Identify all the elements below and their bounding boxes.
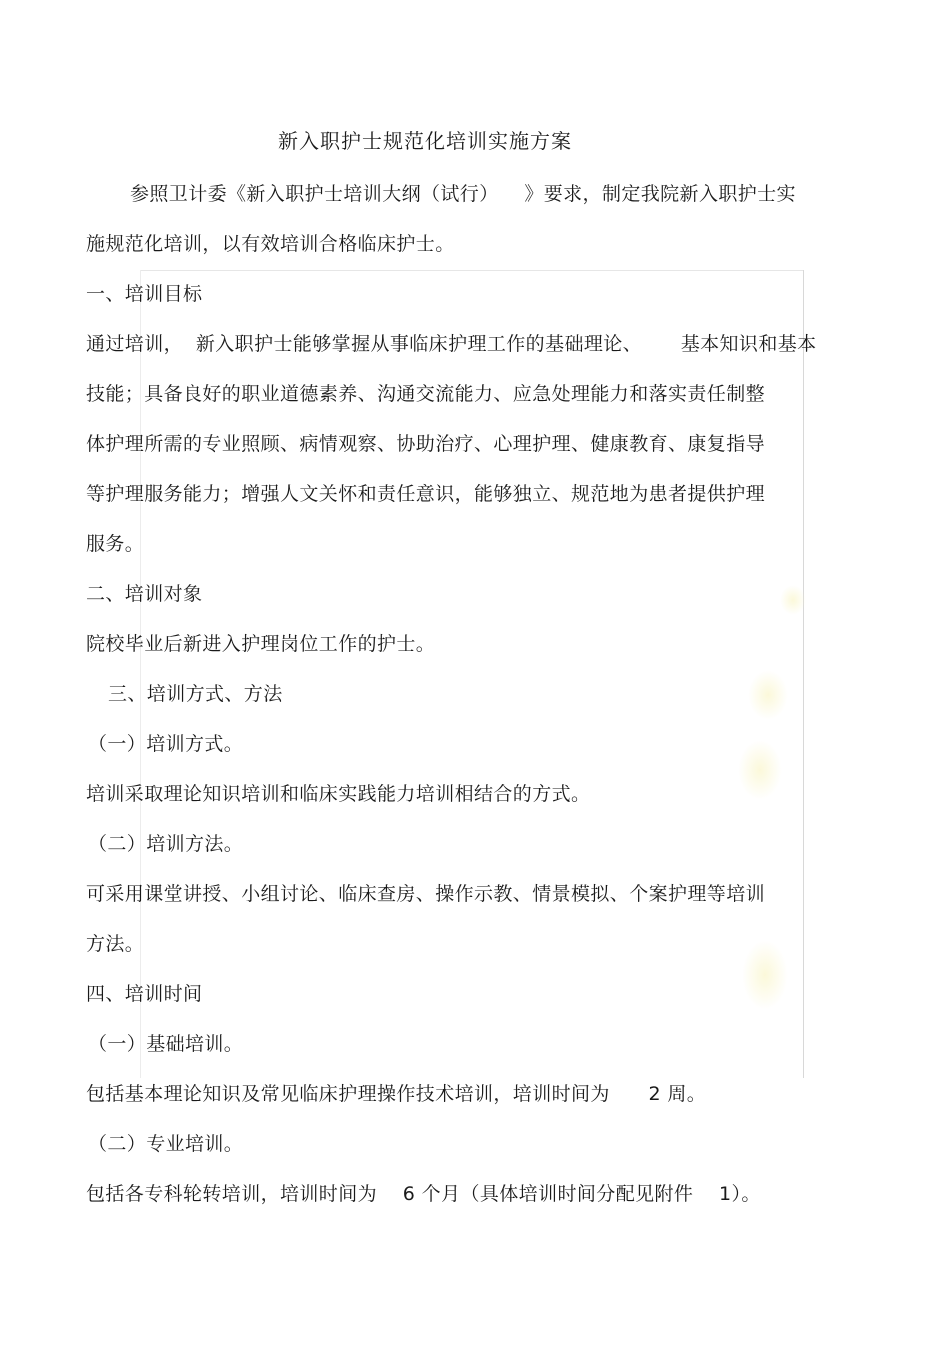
section-2-heading: 二、培训对象: [86, 583, 203, 605]
section-4-sub-1-text: 包括基本理论知识及常见临床护理操作技术培训，培训时间为 2 周。: [86, 1083, 707, 1105]
scan-frame-top: [140, 270, 803, 271]
section-1-line-3: 体护理所需的专业照顾、病情观察、协助治疗、心理护理、健康教育、康复指导: [86, 433, 766, 455]
section-1-line-2: 技能；具备良好的职业道德素养、沟通交流能力、应急处理能力和落实责任制整: [86, 383, 766, 405]
section-1-heading: 一、培训目标: [86, 283, 203, 305]
section-1-line-5: 服务。: [86, 533, 145, 555]
section-4-heading: 四、培训时间: [86, 983, 203, 1005]
section-4-sub-2-text: 包括各专科轮转培训，培训时间为 6 个月（具体培训时间分配见附件 1）。: [86, 1183, 761, 1205]
section-4-sub-1-heading: （一）基础培训。: [88, 1033, 244, 1055]
section-3-sub-2-heading: （二）培训方法。: [88, 833, 244, 855]
paper-stain: [780, 585, 806, 615]
document-title: 新入职护士规范化培训实施方案: [278, 129, 572, 153]
section-3-heading: 三、培训方式、方法: [108, 683, 283, 705]
section-4-sub-2-heading: （二）专业培训。: [88, 1133, 244, 1155]
section-3-sub-1-text: 培训采取理论知识培训和临床实践能力培训相结合的方式。: [86, 783, 591, 805]
section-3-sub-1-heading: （一）培训方式。: [88, 733, 244, 755]
section-2-text: 院校毕业后新进入护理岗位工作的护士。: [86, 633, 436, 655]
paper-stain: [742, 940, 788, 1010]
paper-stain: [738, 740, 782, 800]
section-1-line-1: 通过培训， 新入职护士能够掌握从事临床护理工作的基础理论、 基本知识和基本: [86, 333, 817, 355]
section-1-line-4: 等护理服务能力；增强人文关怀和责任意识，能够独立、规范地为患者提供护理: [86, 483, 766, 505]
section-3-sub-2-line-2: 方法。: [86, 933, 145, 955]
intro-line-2: 施规范化培训，以有效培训合格临床护士。: [86, 233, 455, 255]
section-3-sub-2-line-1: 可采用课堂讲授、小组讨论、临床查房、操作示教、情景模拟、个案护理等培训: [86, 883, 766, 905]
intro-line-1: 参照卫计委《新入职护士培训大纲（试行） 》要求，制定我院新入职护士实: [130, 183, 796, 205]
scan-frame-right: [803, 270, 804, 1078]
paper-stain: [748, 670, 788, 720]
